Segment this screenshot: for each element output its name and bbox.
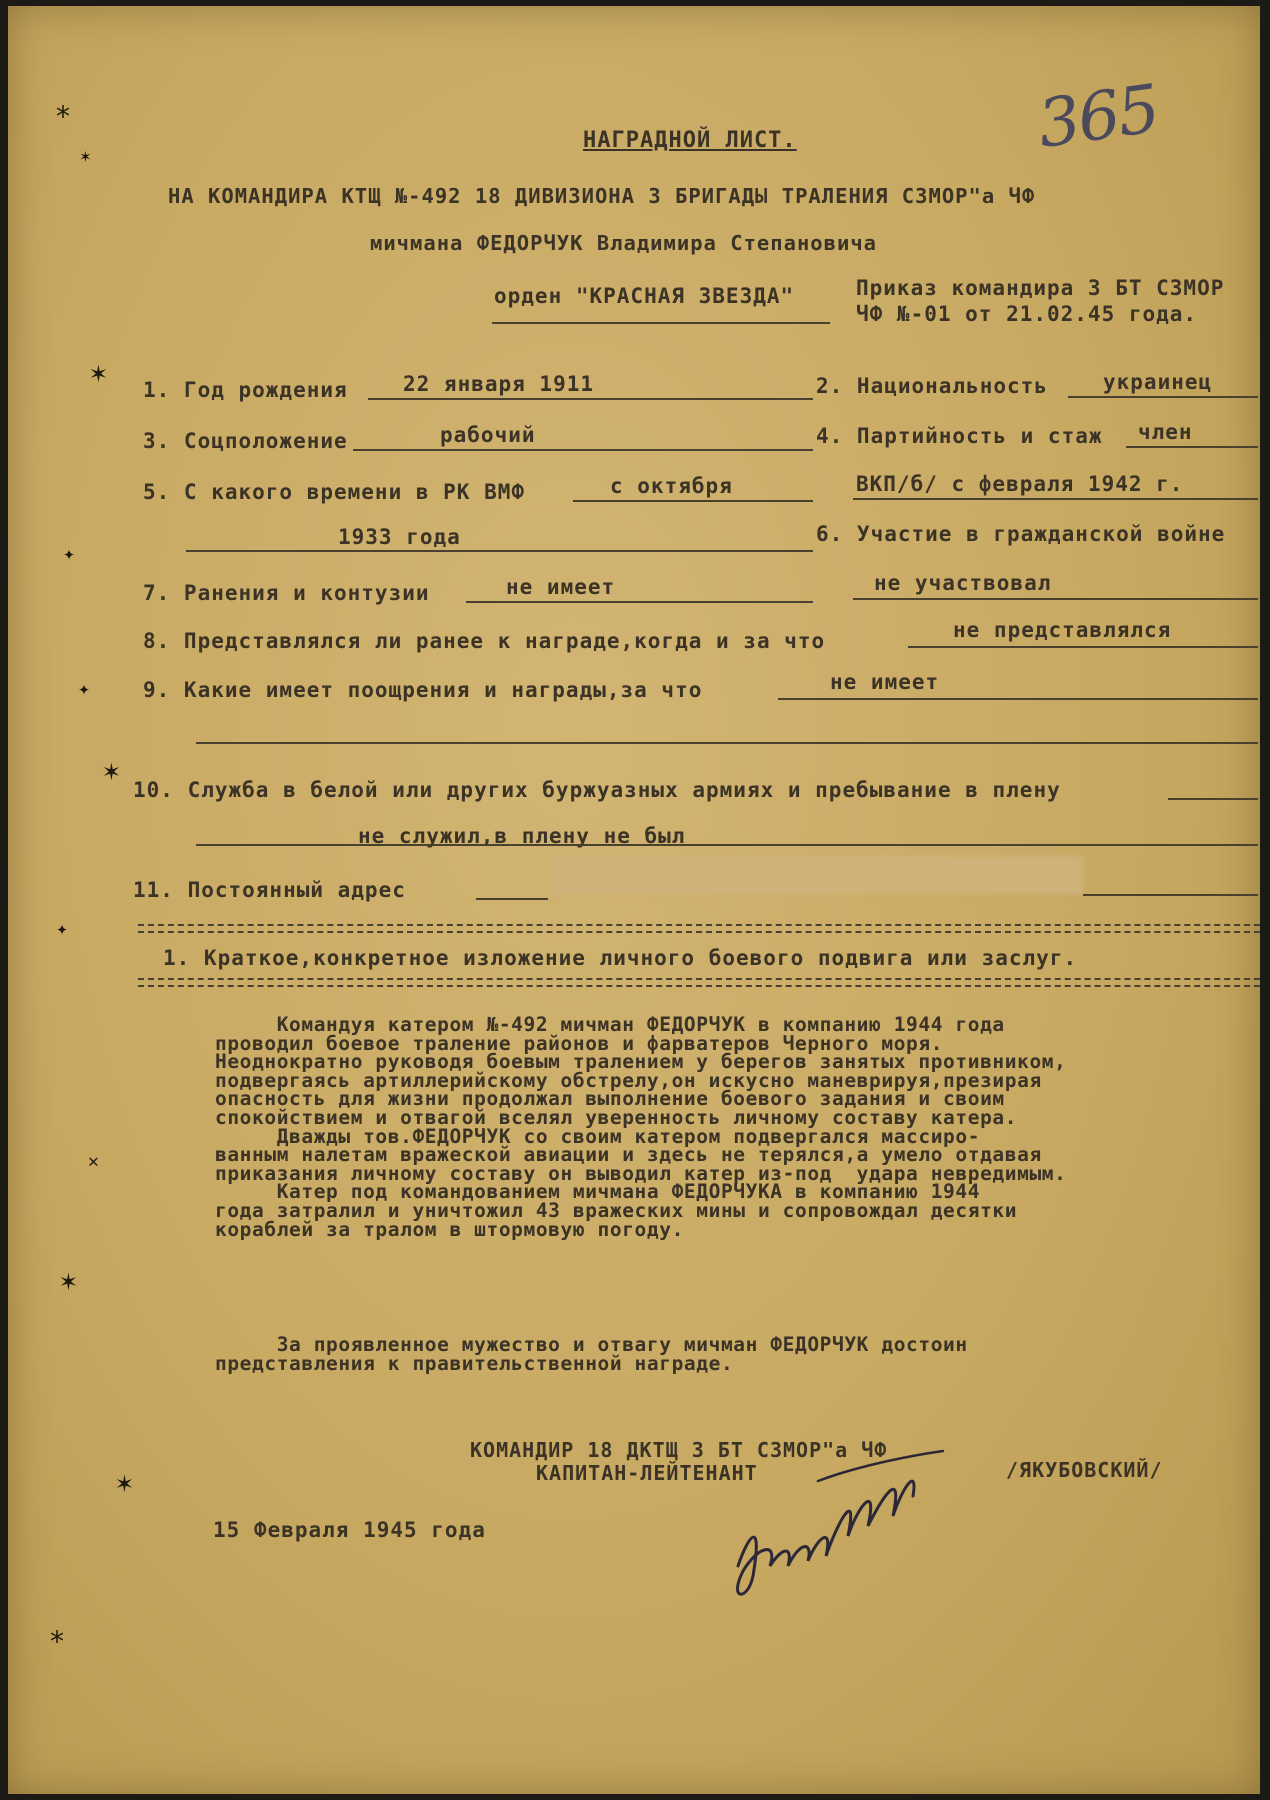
merit-description: Командуя катером №-492 мичман ФЕДОРЧУК в компанию 1944 года проводил боевое траление районов и фарватеров Черного моря. Неоднократно руководя боевым тралением у берегов занятых противником, подвергаясь артиллерийскому обстрелу,он искусно маневрируя,презирая опасность для жизни продолжал выполнение боевого задания и своим спокойствием и отвагой вселял уверенность личному составу катера. Дважды тов.ФЕДОРЧУК со своим катером подвергался массиро- ванным налетам вражеской авиации и здесь не терялся,а умело отдавая приказания личному составу он выводил катер из-под удара невредимым. Катер под командованием мичмана ФЕДОРЧУКА в компанию 1944 года затралил и уничтожил 43 вражеских мины и сопровождал десятки кораблей за тралом в штормовую погоду. [215, 1013, 1067, 1241]
field-line [1068, 396, 1258, 398]
award-sheet [8, 6, 1260, 1794]
field-awards-value: не имеет [830, 670, 940, 694]
field-service-since-value: с октября [610, 474, 733, 498]
field-address-label: 11. Постоянный адрес [133, 878, 406, 902]
document-title: НАГРАДНОЙ ЛИСТ. [583, 128, 797, 153]
field-wounds-label: 7. Ранения и контузии [143, 581, 430, 605]
field-civil-war-label: 6. Участие в гражданской войне [816, 522, 1226, 546]
signatory-title-1: КОМАНДИР 18 ДКТЩ 3 БТ СЗМОР"а ЧФ [470, 1438, 888, 1462]
binder-hole-mark: ✶ [60, 1264, 77, 1297]
handwritten-signature [708, 1426, 968, 1626]
field-party-label: 4. Партийность и стаж [816, 424, 1103, 448]
archive-number: 365 [1033, 70, 1163, 163]
order-reference-line-1: Приказ командира 3 БТ СЗМОР [856, 276, 1225, 300]
field-line [1168, 798, 1258, 800]
merit-conclusion: За проявленное мужество и отвагу мичман ФЕДОРЧУК достоин представления к правительственной награде. [215, 1333, 968, 1375]
field-line [853, 498, 1258, 500]
field-birth-year-value: 22 января 1911 [403, 372, 595, 396]
field-line [368, 398, 813, 400]
field-nationality-value: украинец [1103, 370, 1213, 394]
binder-hole-mark: ⁎ [56, 91, 70, 124]
field-service-since-label: 5. С какого времени в РК ВМФ [143, 480, 526, 504]
field-social-status-label: 3. Соцположение [143, 429, 348, 453]
field-white-army-label: 10. Служба в белой или других буржуазных армиях и пребывание в плену [133, 778, 1061, 802]
order-reference-line-2: ЧФ №-01 от 21.02.45 года. [856, 302, 1198, 326]
order-award-underline [492, 322, 830, 324]
field-line [186, 550, 813, 552]
header-line-2: мичмана ФЕДОРЧУК Владимира Степановича [370, 231, 877, 255]
field-social-status-value: рабочий [440, 423, 536, 447]
binder-hole-mark: ✦ [63, 541, 76, 565]
binder-hole-mark: ⁎ [50, 1616, 64, 1649]
signatory-title-2: КАПИТАН-ЛЕЙТЕНАНТ [536, 1461, 758, 1485]
section-heading: 1. Краткое,конкретное изложение личного боевого подвига или заслуг. [163, 946, 1078, 970]
binder-hole-mark: ✦ [56, 916, 69, 940]
order-award: орден "КРАСНАЯ ЗВЕЗДА" [494, 284, 795, 308]
binder-hole-mark: ✕ [88, 1151, 99, 1172]
field-wounds-value: не имеет [506, 575, 616, 599]
field-prior-award-value: не представлялся [953, 618, 1172, 642]
field-line [196, 742, 1258, 744]
header-line-1: НА КОМАНДИРА КТЩ №-492 18 ДИВИЗИОНА 3 БРИГАДЫ ТРАЛЕНИЯ СЗМОР"а ЧФ [168, 184, 1036, 208]
field-white-army-value: не служил,в плену не был [358, 824, 686, 848]
field-line [466, 601, 813, 603]
field-line [353, 449, 813, 451]
field-line [853, 598, 1258, 600]
field-line [1083, 894, 1258, 896]
field-prior-award-label: 8. Представлялся ли ранее к награде,когда и за что [143, 629, 826, 653]
field-awards-label: 9. Какие имеет поощрения и награды,за что [143, 678, 703, 702]
field-line [778, 698, 1258, 700]
field-line [196, 844, 1258, 846]
field-party-value-cont: ВКП/б/ с февраля 1942 г. [856, 472, 1184, 496]
binder-hole-mark: ✦ [78, 676, 91, 700]
binder-hole-mark: ✶ [80, 146, 91, 167]
field-party-value: член [1138, 420, 1193, 444]
binder-hole-mark: ✶ [116, 1466, 133, 1499]
field-nationality-label: 2. Национальность [816, 374, 1048, 398]
field-line [573, 500, 813, 502]
binder-hole-mark: ✶ [103, 754, 120, 787]
redacted-area [553, 856, 1083, 894]
field-line [476, 898, 548, 900]
signatory-name: /ЯКУБОВСКИЙ/ [1006, 1458, 1163, 1482]
field-birth-year-label: 1. Год рождения [143, 378, 348, 402]
field-line [1126, 446, 1258, 448]
document-date: 15 Февраля 1945 года [213, 1518, 486, 1542]
field-civil-war-value: не участвовал [874, 571, 1052, 595]
binder-hole-mark: ✶ [90, 356, 107, 389]
section-divider-top [138, 924, 1260, 933]
section-divider-bottom [138, 978, 1260, 987]
field-service-since-value-cont: 1933 года [338, 525, 461, 549]
field-line [908, 646, 1258, 648]
